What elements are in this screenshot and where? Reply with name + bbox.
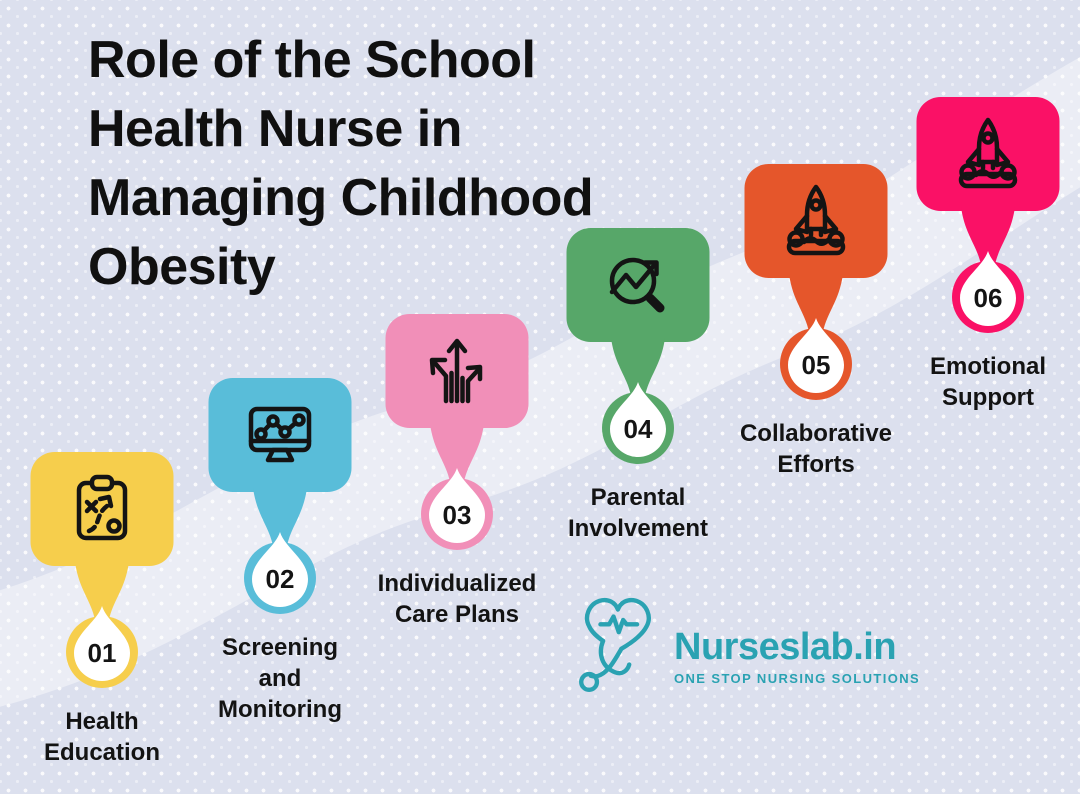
step-label-line: Education (43, 739, 160, 766)
step-04 (563, 228, 713, 544)
brand-logo (576, 586, 920, 702)
step-label (873, 351, 1080, 413)
step-label-line: Involvement (567, 515, 709, 542)
title-line: Role of the School (88, 31, 536, 89)
step-label-line: Monitoring (218, 696, 342, 723)
step-number: 02 (265, 564, 295, 594)
step-label-line: Efforts (777, 451, 855, 478)
step-number: 05 (801, 350, 831, 380)
step-label (342, 568, 572, 630)
heart-stethoscope-icon (576, 586, 672, 702)
step-shape (27, 452, 177, 692)
step-label-line: Emotional (929, 353, 1046, 380)
step-label-line: and (258, 665, 302, 692)
step-label-line: Care Plans (394, 601, 520, 628)
step-label-line: Screening (221, 634, 339, 661)
step-label-line: Collaborative (739, 420, 893, 447)
step-03 (377, 314, 537, 630)
step-label (165, 632, 395, 725)
step-number: 04 (623, 414, 653, 444)
step-05 (741, 164, 891, 480)
step-01 (27, 452, 177, 768)
title-line: Obesity (88, 238, 276, 296)
step-number: 06 (973, 283, 1003, 313)
step-label (523, 482, 753, 544)
step-shape (913, 97, 1063, 337)
step-shape (205, 378, 355, 618)
step-06 (913, 97, 1063, 413)
step-number: 01 (87, 638, 117, 668)
brand-name: Nurseslab.in (674, 626, 897, 668)
step-shape (563, 228, 713, 468)
title-line: Managing Childhood (88, 169, 594, 227)
step-number: 03 (442, 500, 472, 530)
brand-tagline: ONE STOP NURSING SOLUTIONS (674, 671, 921, 686)
step-label-line: Parental (590, 484, 686, 511)
step-02 (205, 378, 355, 725)
step-shape (382, 314, 532, 554)
step-label (701, 418, 931, 480)
step-label-line: Individualized (377, 570, 537, 597)
step-label-line: Health (65, 708, 139, 735)
title-line: Health Nurse in (88, 100, 462, 158)
step-shape (741, 164, 891, 404)
step-label-line: Support (942, 384, 1034, 411)
